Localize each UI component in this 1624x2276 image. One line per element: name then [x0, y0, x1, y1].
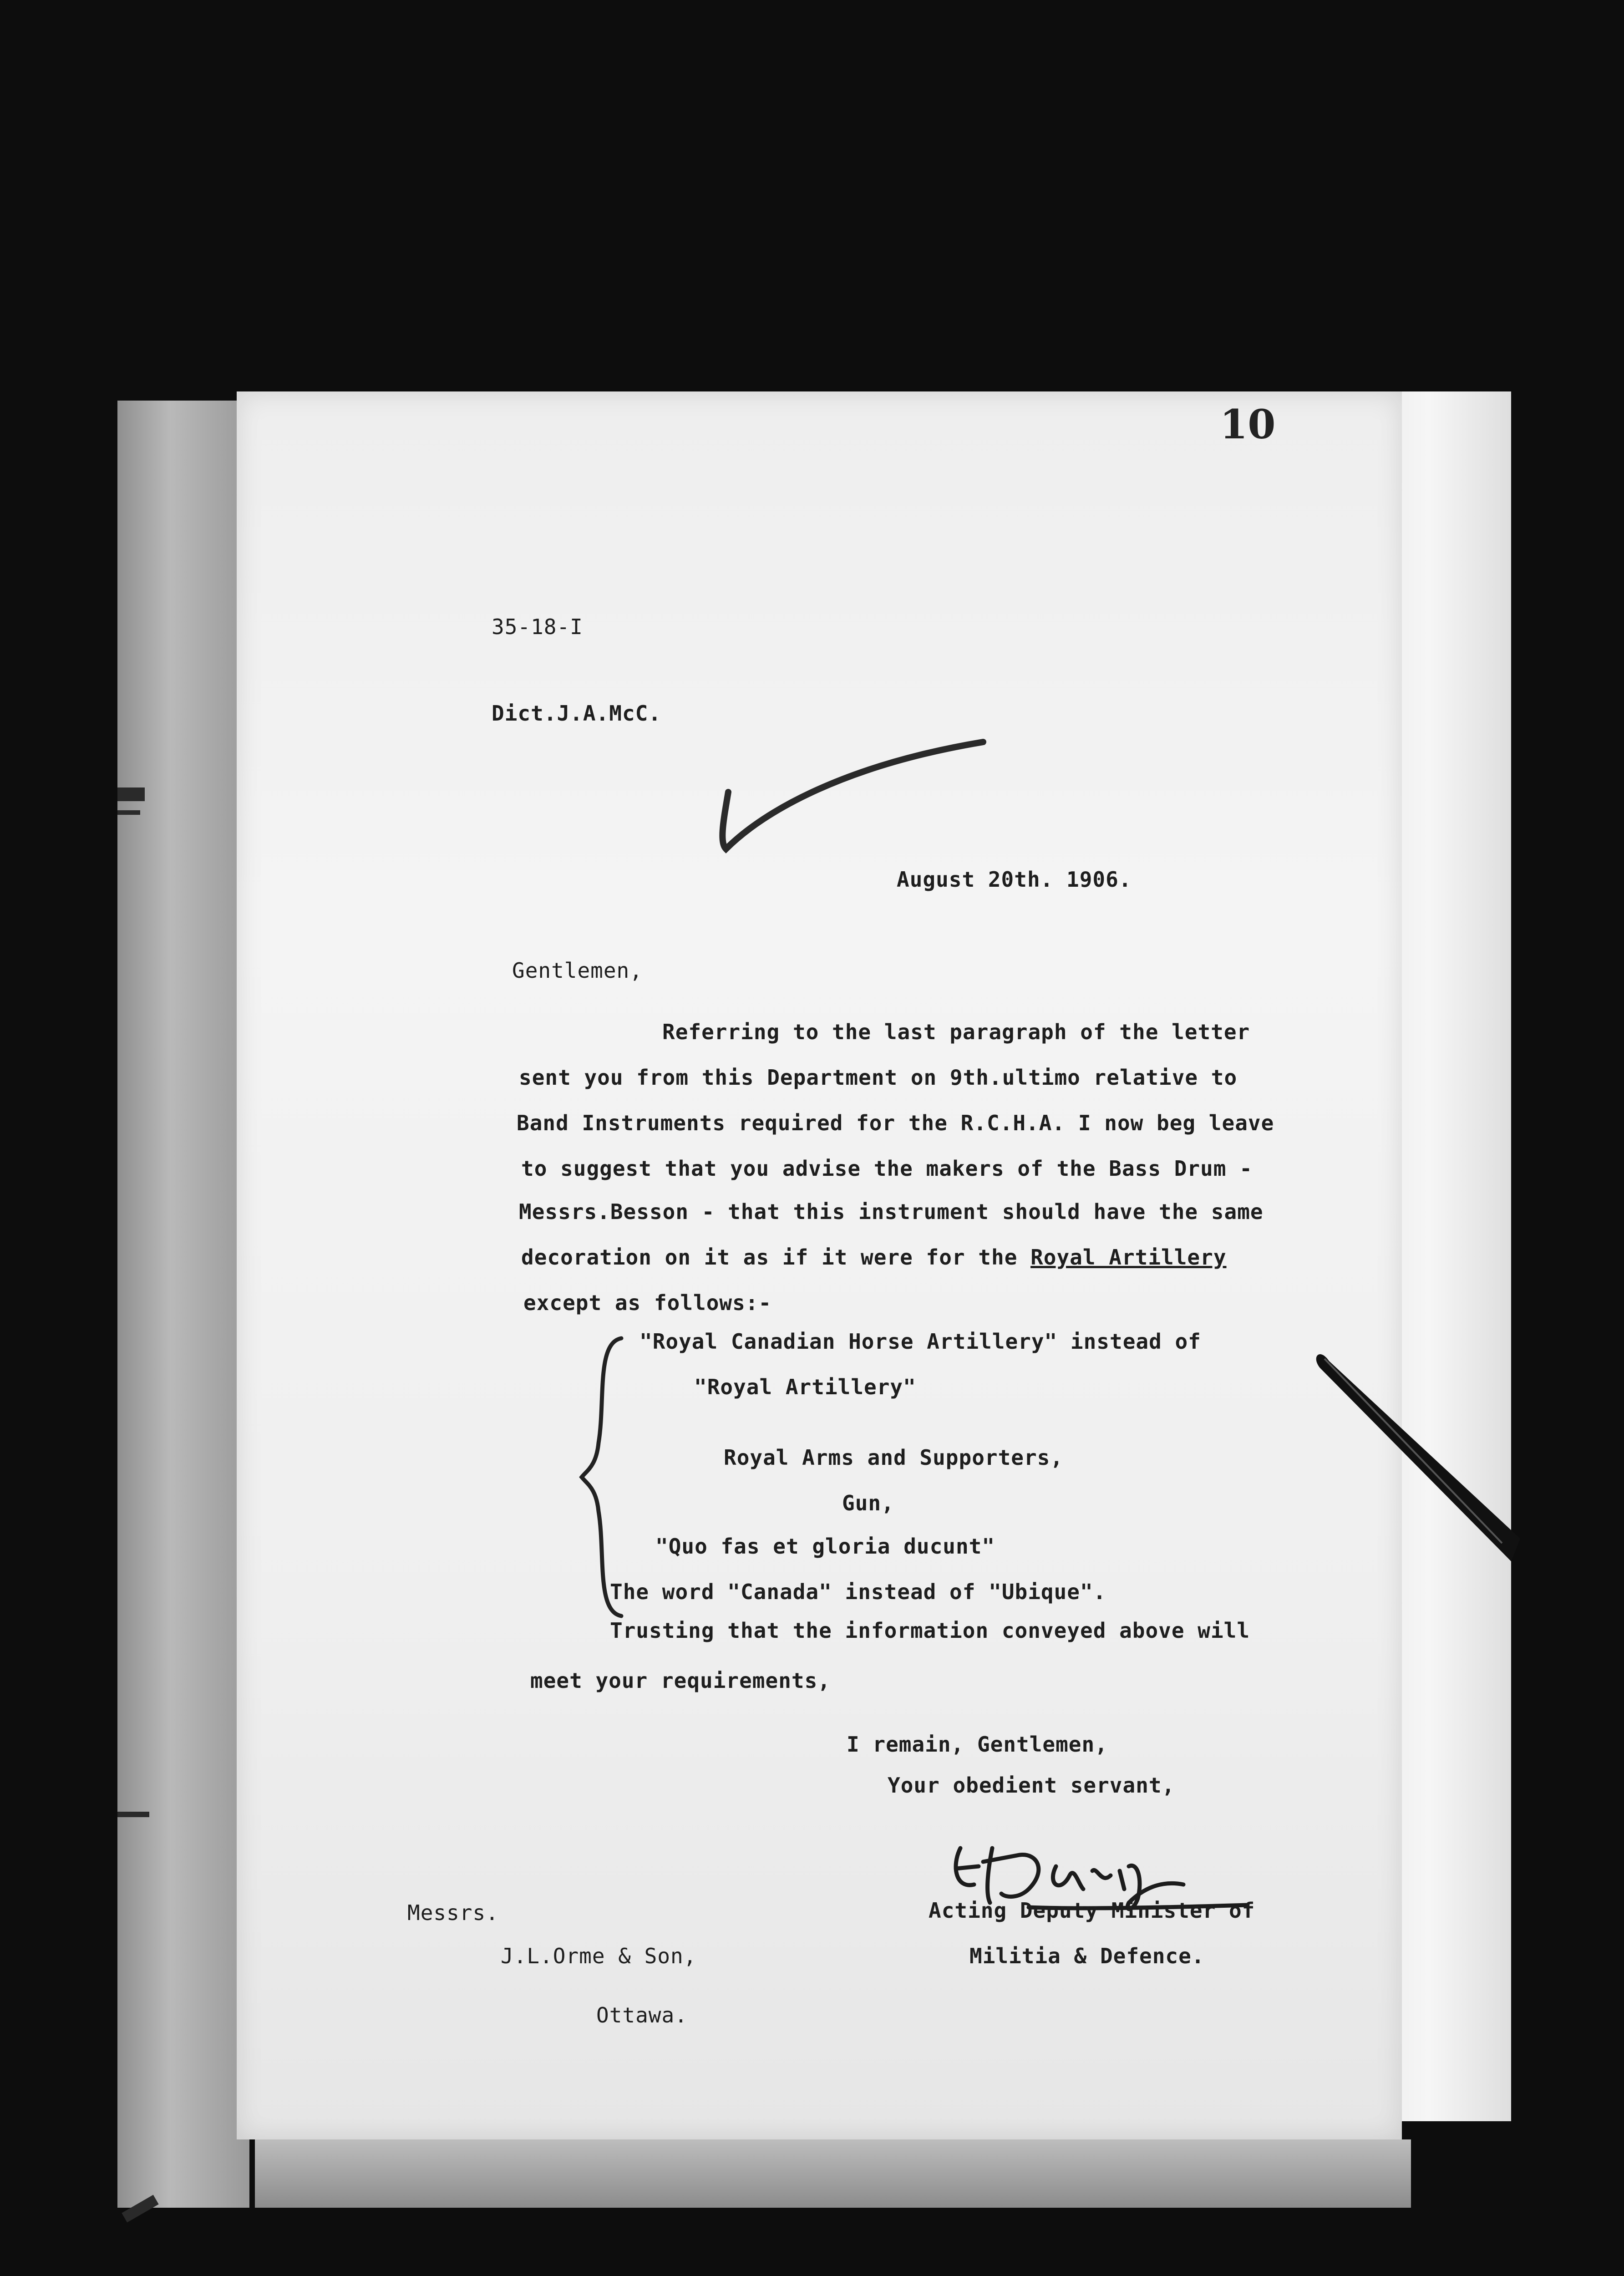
list-item-6: The word "Canada" instead of "Ubique". [610, 1580, 1106, 1604]
curly-brace [578, 1334, 633, 1621]
body-line-4: to suggest that you advise the makers of the Bass Drum - [521, 1156, 1253, 1181]
page-number: 10 [1220, 401, 1276, 448]
ledger-spine-edge [117, 401, 249, 2208]
spine-mark [117, 1812, 149, 1817]
file-reference: 35-18-I [492, 615, 583, 639]
paper-stack-edge [255, 2139, 1411, 2208]
list-item-2: "Royal Artillery" [694, 1375, 916, 1399]
spine-mark [117, 787, 145, 801]
body-line-5: Messrs.Besson - that this instrument should have the same [519, 1199, 1264, 1224]
body-line-6 [521, 1245, 1227, 1270]
body-line-2: sent you from this Department on 9th.ultimo relative to [519, 1065, 1238, 1090]
addressee-firm: J.L.Orme & Son, [501, 1944, 697, 1968]
spine-mark [122, 2195, 158, 2223]
closing-remain: I remain, Gentlemen, [847, 1732, 1108, 1757]
letter-date: August 20th. 1906. [897, 867, 1132, 892]
closing-paragraph-line-1: Trusting that the information conveyed above will [610, 1618, 1250, 1643]
addressee-messrs: Messrs. [407, 1900, 499, 1925]
list-item-3: Royal Arms and Supporters, [724, 1445, 1064, 1470]
closing-servant: Your obedient servant, [888, 1773, 1175, 1798]
closing-paragraph-line-2: meet your requirements, [530, 1668, 831, 1693]
body-line-3: Band Instruments required for the R.C.H.A. I now beg leave [517, 1111, 1274, 1135]
underlined-royal-artillery: Royal Artillery [1030, 1245, 1227, 1270]
list-item-1: "Royal Canadian Horse Artillery" instead of [639, 1329, 1201, 1354]
list-item-5: "Quo fas et gloria ducunt" [655, 1534, 995, 1559]
check-mark [710, 737, 992, 865]
dictation-initials: Dict.J.A.McC. [492, 701, 662, 726]
signatory-title-1: Acting Deputy Minister of [929, 1898, 1255, 1923]
list-item-4: Gun, [842, 1491, 894, 1515]
salutation: Gentlemen, [512, 958, 643, 983]
signatory-title-2: Militia & Defence. [969, 1944, 1205, 1968]
pen-tip [1311, 1347, 1520, 1575]
body-line-6-text: decoration on it as if it were for the [521, 1245, 1018, 1270]
addressee-city: Ottawa. [596, 2003, 688, 2027]
body-line-7: except as follows:- [523, 1290, 772, 1315]
body-line-1: Referring to the last paragraph of the letter [662, 1020, 1250, 1044]
spine-mark [117, 810, 140, 815]
